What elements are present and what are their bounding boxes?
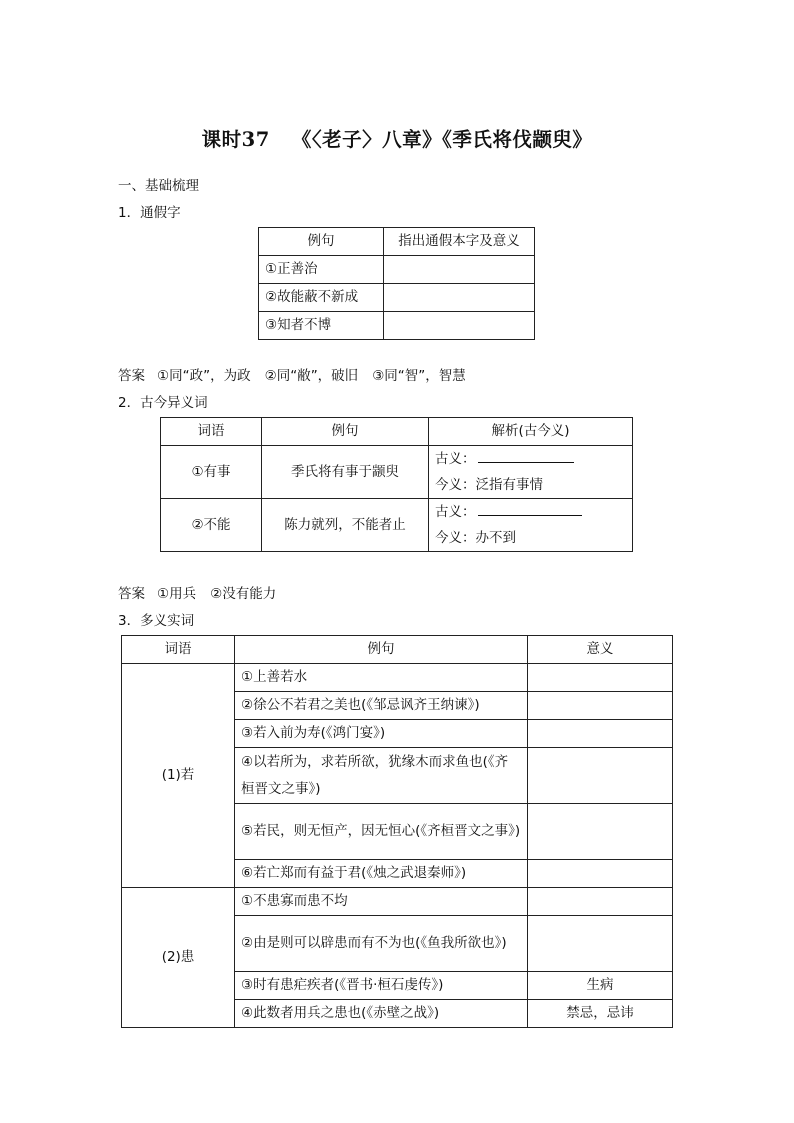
answer-item: ②没有能力	[210, 586, 277, 602]
meaning-cell[interactable]	[528, 720, 673, 748]
example-cell: ①正善治	[259, 256, 384, 284]
example-cell: ⑥若亡郑而有益于君(《烛之武退秦师》)	[235, 860, 528, 888]
answer-cell[interactable]	[384, 312, 535, 340]
example-cell: 陈力就列，不能者止	[262, 499, 429, 552]
table-row	[161, 499, 633, 552]
table-row	[122, 888, 673, 916]
header-cell: 词语	[161, 418, 262, 446]
gujin-table	[160, 417, 633, 552]
meaning-cell[interactable]	[528, 748, 673, 804]
answer-label: 答案	[118, 368, 145, 384]
answer-cell[interactable]	[384, 256, 535, 284]
word-cell: (1)若	[122, 664, 235, 888]
table-header-row	[161, 418, 633, 446]
word-cell: ②不能	[161, 499, 262, 552]
answer-item: ②同“敝”，破旧	[264, 368, 359, 384]
sub1-heading: 1．通假字	[118, 205, 181, 221]
example-cell: ②由是则可以辟患而有不为也(《鱼我所欲也》)	[235, 916, 528, 972]
example-cell: ④此数者用兵之患也(《赤壁之战》)	[235, 1000, 528, 1028]
table-row	[259, 312, 535, 340]
answer-label: 答案	[118, 586, 145, 602]
example-cell: ①不患寡而患不均	[235, 888, 528, 916]
ancient-label: 古义：	[435, 451, 476, 467]
header-cell: 意义	[528, 636, 673, 664]
meaning-cell[interactable]	[528, 692, 673, 720]
answer-cell[interactable]	[384, 284, 535, 312]
example-cell: ③知者不博	[259, 312, 384, 340]
word-cell: (2)患	[122, 888, 235, 1028]
meaning-cell[interactable]	[528, 888, 673, 916]
sub2-answer	[118, 582, 290, 602]
meaning-cell[interactable]	[528, 916, 673, 972]
table-header-row	[259, 228, 535, 256]
meaning-cell	[429, 446, 633, 499]
lesson-number: 课时37	[201, 128, 270, 151]
table-header-row	[122, 636, 673, 664]
example-cell: 季氏将有事于颛臾	[262, 446, 429, 499]
answer-item: ①用兵	[157, 586, 197, 602]
header-cell: 词语	[122, 636, 235, 664]
section-heading: 一、基础梳理	[118, 178, 199, 194]
example-cell: ②徐公不若君之美也(《邹忌讽齐王纳谏》)	[235, 692, 528, 720]
duoyi-table	[121, 635, 673, 1028]
example-cell: ②故能蔽不新成	[259, 284, 384, 312]
sub2-heading: 2．古今异义词	[118, 395, 208, 411]
meaning-cell: 禁忌，忌讳	[528, 1000, 673, 1028]
header-cell: 例句	[262, 418, 429, 446]
ancient-label: 古义：	[435, 504, 476, 520]
ancient-blank[interactable]	[478, 501, 582, 516]
header-cell: 解析(古今义)	[429, 418, 633, 446]
example-cell: ①上善若水	[235, 664, 528, 692]
example-cell: ③时有患疟疾者(《晋书·桓石虔传》)	[235, 972, 528, 1000]
example-cell: ④以若所为，求若所欲，犹缘木而求鱼也(《齐桓晋文之事》)	[235, 748, 528, 804]
example-cell: ③若入前为寿(《鸿门宴》)	[235, 720, 528, 748]
tongjia-table	[258, 227, 535, 340]
meaning-cell	[429, 499, 633, 552]
answer-item: ①同“政”，为政	[157, 368, 251, 384]
header-cell: 指出通假本字及意义	[384, 228, 535, 256]
meaning-cell[interactable]	[528, 804, 673, 860]
ancient-blank[interactable]	[478, 448, 574, 463]
table-row	[259, 256, 535, 284]
table-row	[259, 284, 535, 312]
example-cell: ⑤若民，则无恒产，因无恒心(《齐桓晋文之事》)	[235, 804, 528, 860]
modern-meaning: 今义：办不到	[435, 530, 516, 546]
table-row	[161, 446, 633, 499]
sub1-answer	[118, 364, 480, 384]
modern-meaning: 今义：泛指有事情	[435, 477, 543, 493]
meaning-cell[interactable]	[528, 860, 673, 888]
meaning-cell: 生病	[528, 972, 673, 1000]
table-row	[122, 664, 673, 692]
meaning-cell[interactable]	[528, 664, 673, 692]
lesson-name: 《〈老子〉八章》《季氏将伐颛臾》	[291, 128, 593, 151]
sub3-heading: 3．多义实词	[118, 613, 195, 629]
page-title	[0, 124, 794, 152]
header-cell: 例句	[259, 228, 384, 256]
word-cell: ①有事	[161, 446, 262, 499]
answer-item: ③同“智”，智慧	[372, 368, 466, 384]
header-cell: 例句	[235, 636, 528, 664]
